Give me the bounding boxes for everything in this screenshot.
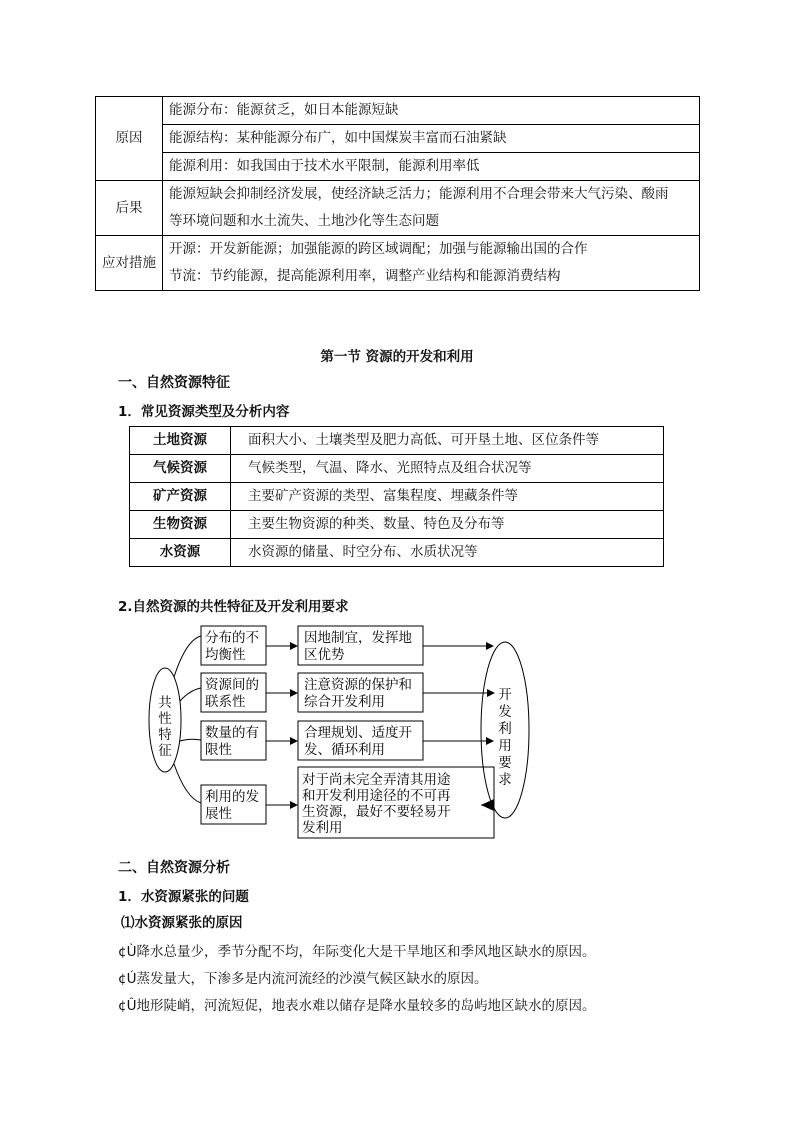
cell-line: 等环境问题和水土流失、土地沙化等生态问题 [169, 213, 439, 229]
resource-type: 水资源 [130, 539, 231, 567]
requirement-text: 发、循环利用 [304, 742, 385, 758]
oval-char: 共 [158, 695, 172, 711]
feature-text: 限性 [205, 742, 232, 758]
resource-type: 气候资源 [130, 455, 231, 483]
requirement-text: 因地制宜，发挥地 [304, 630, 412, 646]
table-cell: 能源分布：能源贫乏，如日本能源短缺 [163, 97, 700, 125]
row-header-measures: 应对措施 [96, 236, 163, 291]
row-header-cause: 原因 [96, 97, 163, 181]
requirement-text: 注意资源的保护和 [304, 677, 412, 693]
arrow-head [290, 801, 298, 809]
requirement-text: 区优势 [304, 647, 345, 663]
subheading-water-shortage-causes: ⑴水资源紧张的原因 [121, 915, 243, 931]
feature-text: 分布的不 [205, 630, 259, 646]
bullet-item: ¢Û地形陡峭，河流短促，地表水难以储存是降水量较多的岛屿地区缺水的原因。 [118, 998, 596, 1014]
oval-char: 特 [158, 727, 172, 743]
oval-char: 开 [498, 687, 512, 703]
bullet-item: ¢Ú蒸发量大，下渗多是内流河流经的沙漠气候区缺水的原因。 [118, 971, 488, 987]
table-cell: 能源结构：某种能源分布广，如中国煤炭丰富而石油紧缺 [163, 125, 700, 153]
resource-content: 气候类型，气温、降水、光照特点及组合状况等 [231, 455, 664, 483]
section-title: 第一节 资源的开发和利用 [320, 349, 474, 365]
resource-content: 主要矿产资源的类型、富集程度、埋藏条件等 [231, 483, 664, 511]
arrow-head [290, 689, 298, 697]
connector-line [180, 739, 201, 741]
oval-char: 要 [498, 755, 512, 771]
oval-char: 求 [498, 772, 512, 788]
subheading-resource-types: 1．常见资源类型及分析内容 [118, 404, 290, 420]
subheading-water-shortage: 1．水资源紧张的问题 [118, 889, 249, 905]
heading-resource-analysis: 二、自然资源分析 [118, 860, 230, 876]
connector-line [174, 764, 201, 803]
oval-char: 用 [498, 738, 512, 754]
requirement-text: 对于尚未完全弄清其用途 [302, 772, 451, 788]
resource-type: 生物资源 [130, 511, 231, 539]
resource-type: 矿产资源 [130, 483, 231, 511]
resource-content: 水资源的储量、时空分布、水质状况等 [231, 539, 664, 567]
feature-text: 数量的有 [205, 725, 259, 741]
heading-natural-resource-features: 一、自然资源特征 [118, 375, 230, 391]
arrow-head [290, 737, 298, 745]
requirement-text: 和开发利用途径的不可再 [302, 788, 451, 804]
arrow-head [486, 642, 494, 650]
resource-content: 主要生物资源的种类、数量、特色及分布等 [231, 511, 664, 539]
table-cell: 能源利用：如我国由于技术水平限制，能源利用率低 [163, 153, 700, 181]
connector-line [174, 636, 201, 677]
feature-text: 资源间的 [205, 677, 259, 693]
oval-char: 性 [158, 711, 172, 727]
oval-char: 征 [158, 743, 172, 759]
cell-line: 节流：节约能源，提高能源利用率，调整产业结构和能源消费结构 [169, 268, 561, 284]
feature-text: 均衡性 [205, 647, 246, 663]
requirement-text: 生资源，最好不要轻易开 [302, 804, 451, 820]
feature-text: 联系性 [205, 694, 246, 710]
resource-type: 土地资源 [130, 427, 231, 455]
requirement-text: 发利用 [302, 820, 343, 836]
connector-line [180, 688, 201, 701]
feature-text: 展性 [205, 806, 232, 822]
requirement-text: 综合开发利用 [304, 694, 385, 710]
requirement-text: 合理规划、适度开 [304, 725, 412, 741]
feature-text: 利用的发 [205, 789, 259, 805]
subheading-common-features: 2.自然资源的共性特征及开发利用要求 [118, 599, 349, 615]
arrow-head [486, 737, 494, 745]
oval-char: 利 [498, 721, 512, 737]
resource-content: 面积大小、土壤类型及肥力高低、可开垦土地、区位条件等 [231, 427, 664, 455]
oval-char: 发 [498, 704, 512, 720]
cell-line: 开源：开发新能源；加强能源的跨区域调配；加强与能源输出国的合作 [169, 241, 588, 257]
arrow-head [487, 689, 495, 697]
arrow-head [290, 642, 298, 650]
row-header-consequence: 后果 [96, 181, 163, 236]
bullet-item: ¢Ù降水总量少，季节分配不均，年际变化大是干旱地区和季风地区缺水的原因。 [118, 944, 596, 960]
cell-line: 能源短缺会抑制经济发展，使经济缺乏活力；能源利用不合理会带来大气污染、酸雨 [169, 186, 669, 202]
